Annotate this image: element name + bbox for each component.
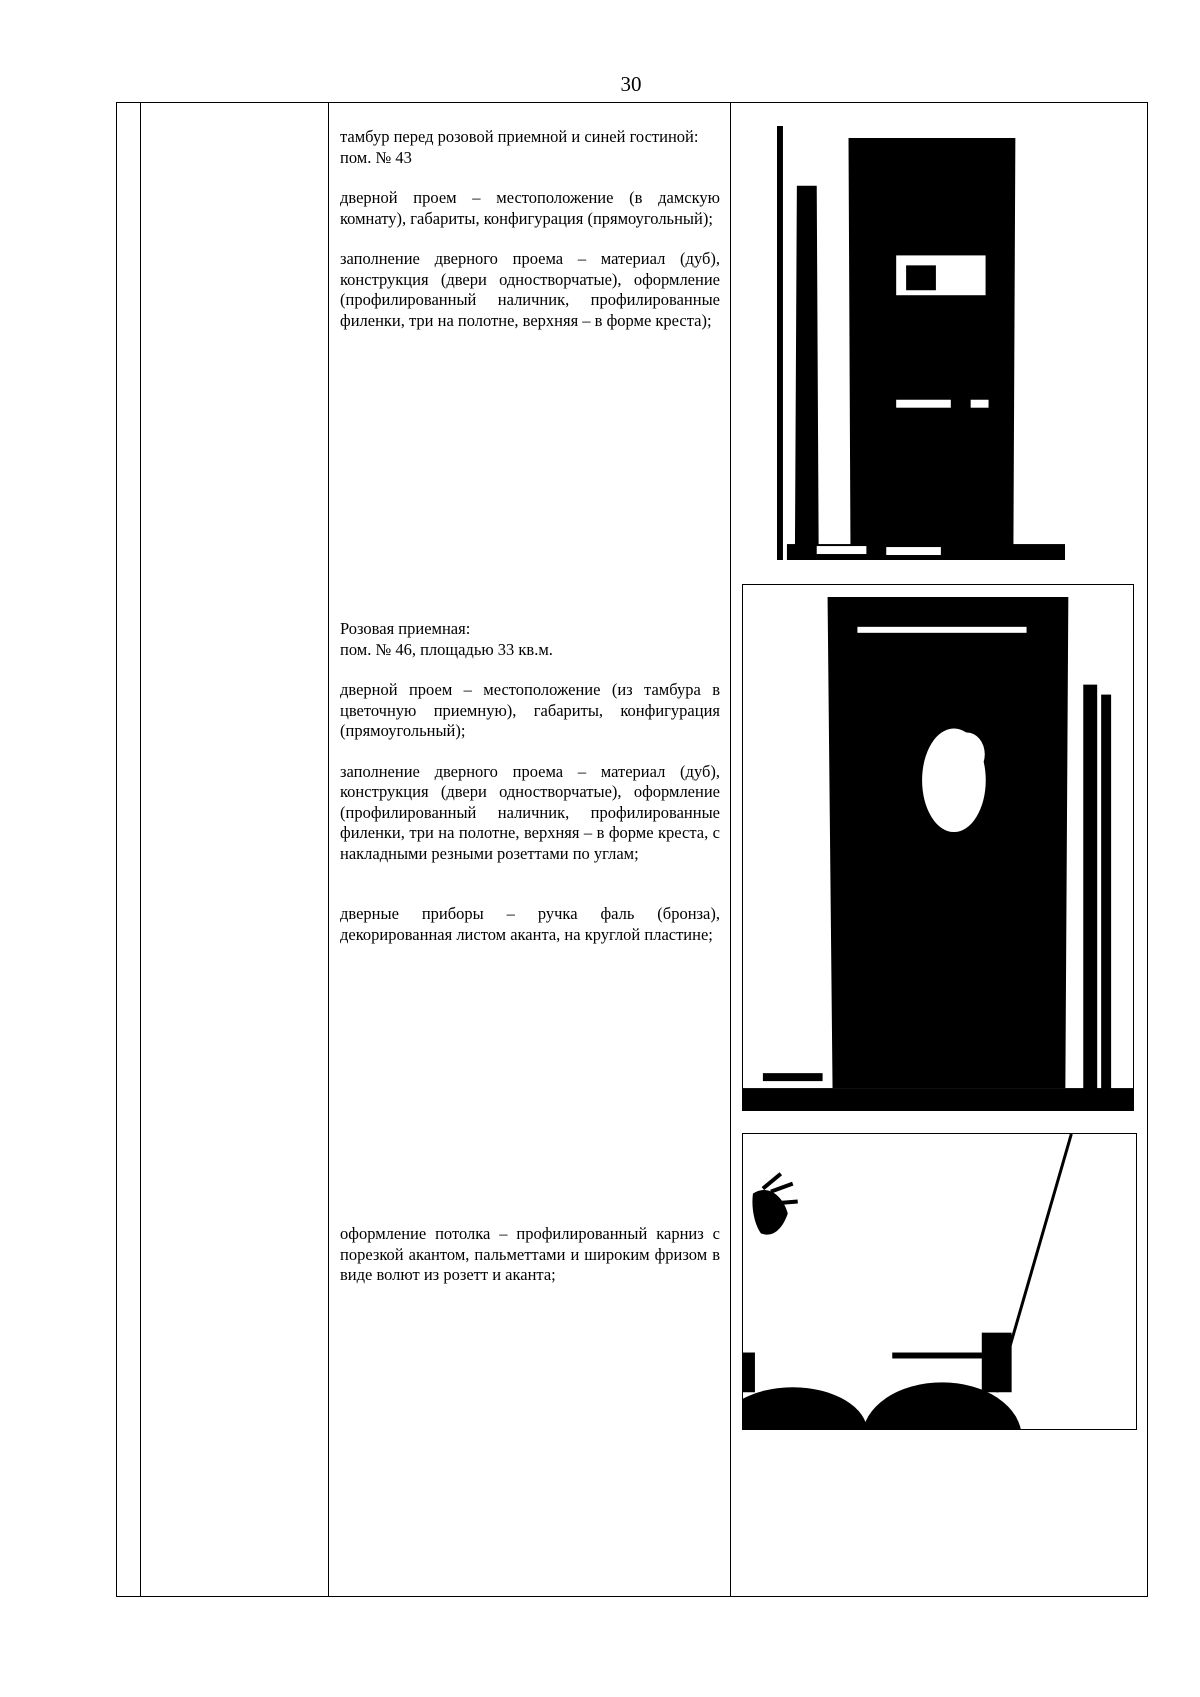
door-photo-icon (777, 126, 1068, 560)
table-column-divider-3 (730, 102, 731, 1597)
photo-door-tambour (776, 125, 1069, 561)
description-item: дверной проем – местоположение (из тамбура в цветочную приемную), габариты, конфигурация (прямоугольный); (340, 680, 720, 740)
ceiling-photo-icon (743, 1134, 1136, 1429)
section-heading: тамбур перед розовой приемной и синей гостиной: (340, 127, 699, 146)
door-photo-icon (743, 585, 1133, 1110)
table-column-divider-2 (328, 102, 329, 1597)
table-column-divider-1 (140, 102, 141, 1597)
description-item: дверные приборы – ручка фаль (бронза), декорированная листом аканта, на круглой пластине; (340, 904, 720, 944)
section-tambour (340, 127, 720, 331)
room-number: пом. № 43 (340, 147, 412, 167)
photo-door-pink-reception (742, 584, 1134, 1111)
description-item: оформление потолка – профилированный карниз с порезкой акантом, пальметтами и широким фризом в виде волют из розетт и аканта; (340, 1224, 720, 1284)
description-item: дверной проем – местоположение (в дамскую комнату), габариты, конфигурация (прямоугольный); (340, 188, 720, 228)
description-item: заполнение дверного проема – материал (дуб), конструкция (двери одностворчатые), оформление (профилированный наличник, профилированные филенки, три на полотне, верхняя – в форме креста, с накладными резными розеттами по углам; (340, 761, 720, 863)
room-number: пом. № 46, площадью 33 кв.м. (340, 639, 553, 659)
page-number: 30 (620, 72, 642, 96)
section-ceiling (340, 1224, 720, 1286)
section-pink-reception (340, 619, 720, 945)
section-heading: Розовая приемная: (340, 619, 471, 638)
description-item: заполнение дверного проема – материал (дуб), конструкция (двери одностворчатые), оформление (профилированный наличник, профилированные филенки, три на полотне, верхняя – в форме креста); (340, 249, 720, 330)
photo-ceiling-cornice (742, 1133, 1137, 1430)
